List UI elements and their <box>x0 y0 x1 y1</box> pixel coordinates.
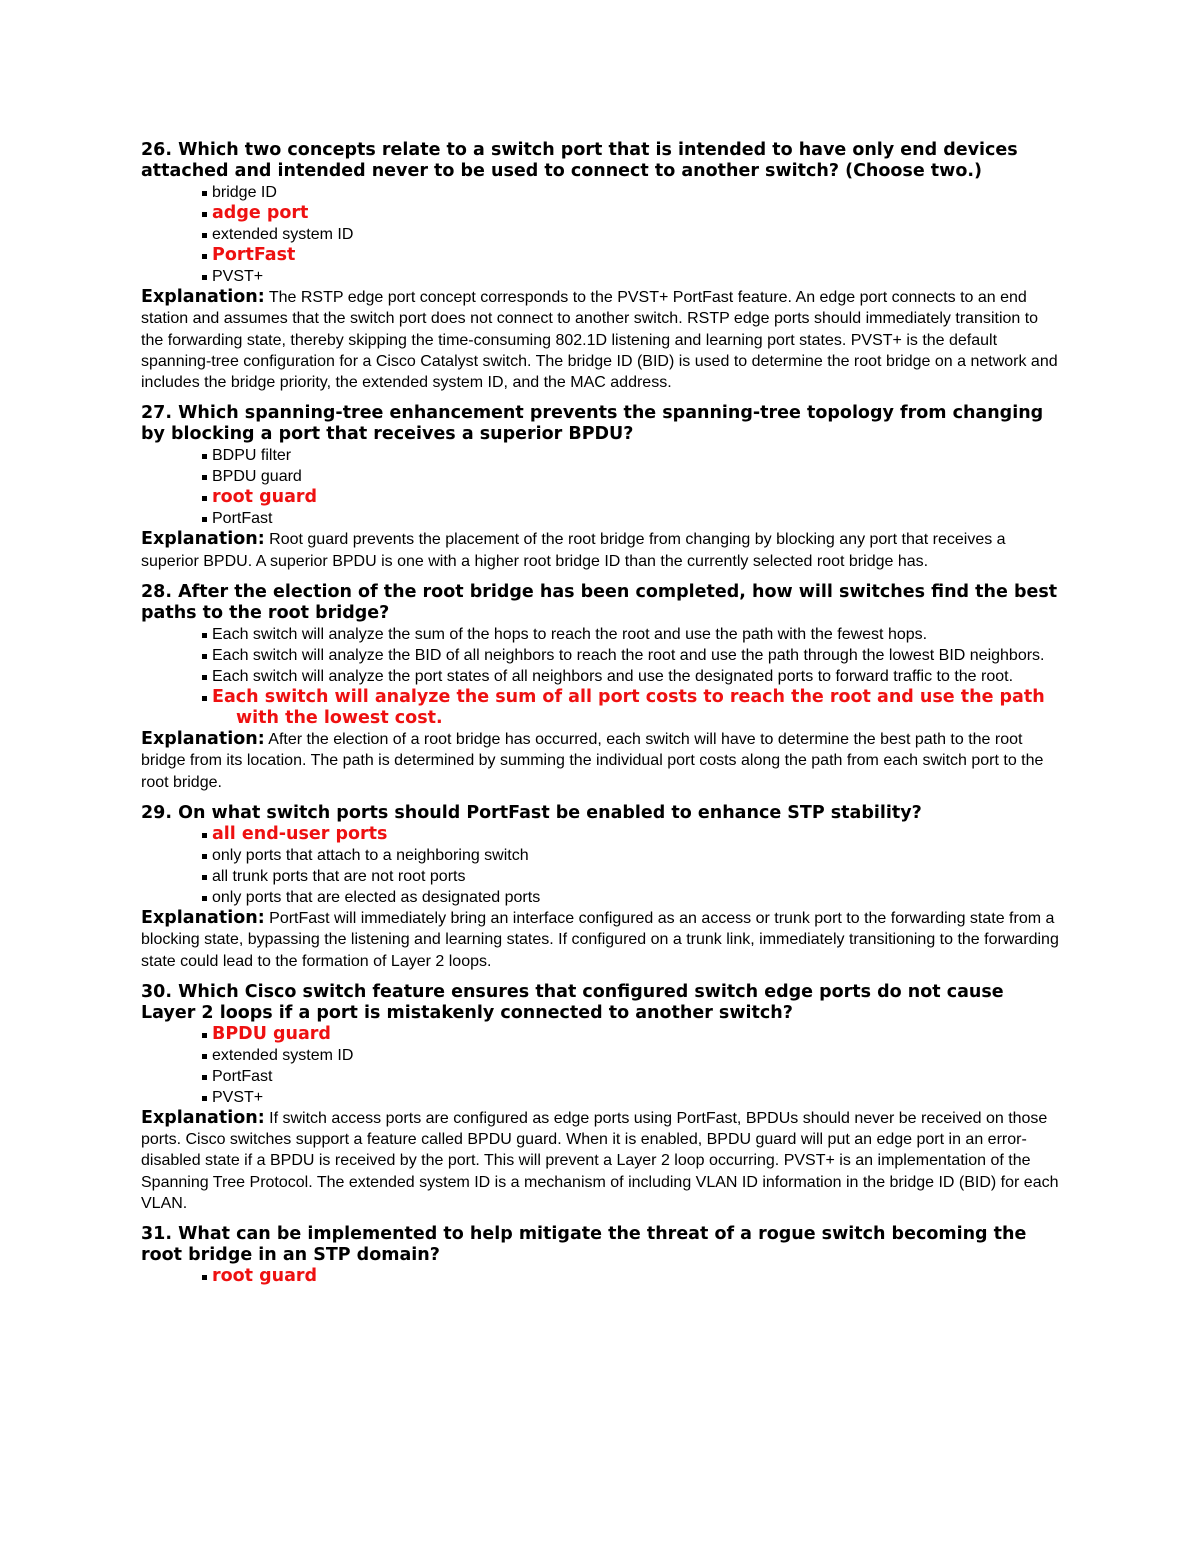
answer-option: PVST+ <box>201 1087 1061 1108</box>
correct-answer-option: PortFast <box>201 245 1061 266</box>
explanation <box>141 908 1061 972</box>
answer-option: only ports that are elected as designated ports <box>201 887 1061 908</box>
question-28 <box>141 582 1061 793</box>
answer-list <box>141 624 1061 729</box>
explanation-label: Explanation: <box>141 1107 265 1128</box>
answer-list <box>141 182 1061 287</box>
explanation-label: Explanation: <box>141 729 265 750</box>
correct-answer-option: adge port <box>201 203 1061 224</box>
answer-list <box>141 445 1061 529</box>
answer-list <box>141 824 1061 908</box>
answer-list <box>141 1024 1061 1108</box>
answer-option: PVST+ <box>201 266 1061 287</box>
explanation-label: Explanation: <box>141 529 265 550</box>
question-title: 30. Which Cisco switch feature ensures that configured switch edge ports do not cause Layer 2 loops if a port is mistakenly connected to another switch? <box>141 981 1004 1023</box>
correct-answer-option: root guard <box>201 487 1061 508</box>
question-31 <box>141 1224 1061 1287</box>
answer-list <box>141 1266 1061 1287</box>
question-27 <box>141 403 1061 572</box>
answer-option: PortFast <box>201 508 1061 529</box>
explanation-text: Root guard prevents the placement of the root bridge from changing by blocking any port that receives a superior BPDU. A superior BPDU is one with a higher root bridge ID than the currently selected root bridge has. <box>141 531 1006 570</box>
explanation <box>141 1108 1061 1214</box>
explanation-text: PortFast will immediately bring an interface configured as an access or trunk port to the forwarding state from a blocking state, bypassing the listening and learning states. If configured on a trunk link, immediately transitioning to the forwarding state could lead to the formation of Layer 2 loops. <box>141 909 1059 970</box>
answer-option: Each switch will analyze the port states of all neighbors and use the designated ports to forward traffic to the root. <box>201 666 1061 687</box>
explanation-text: The RSTP edge port concept corresponds to the PVST+ PortFast feature. An edge port connects to an end station and assumes that the switch port does not connect to another switch. RSTP edge ports should immediately transition to the forwarding state, thereby skipping the time-consuming 802.1D listening and learning port states. PVST+ is the default spanning-tree configuration for a Cisco Catalyst switch. The bridge ID (BID) is used to determine the root bridge on a network and includes the bridge priority, the extended system ID, and the MAC address. <box>141 289 1058 392</box>
answer-option: BDPU filter <box>201 445 1061 466</box>
answer-option: PortFast <box>201 1066 1061 1087</box>
explanation-label: Explanation: <box>141 907 265 928</box>
answer-option: Each switch will analyze the sum of the hops to reach the root and use the path with the fewest hops. <box>201 624 1061 645</box>
question-title: 28. After the election of the root bridge has been completed, how will switches find the best paths to the root bridge? <box>141 582 1058 624</box>
correct-answer-option: BPDU guard <box>201 1024 1061 1045</box>
correct-answer-option: all end-user ports <box>201 824 1061 845</box>
answer-option: all trunk ports that are not root ports <box>201 866 1061 887</box>
explanation-label: Explanation: <box>141 287 265 307</box>
question-title: 29. On what switch ports should PortFast be enabled to enhance STP stability? <box>141 802 922 823</box>
correct-answer-option: Each switch will analyze the sum of all port costs to reach the root and use the path with the lowest cost. <box>201 687 1061 729</box>
answer-option: bridge ID <box>201 182 1061 203</box>
question-30 <box>141 982 1061 1214</box>
explanation-text: If switch access ports are configured as edge ports using PortFast, BPDUs should never be received on those ports. Cisco switches support a feature called BPDU guard. When it is enabled, BPDU guard will put an edge port in an error-disabled state if a BPDU is received by the port. This will prevent a Layer 2 loop occurring. PVST+ is an implementation of the Spanning Tree Protocol. The extended system ID is a mechanism of including VLAN ID information in the bridge ID (BID) for each VLAN. <box>141 1109 1059 1213</box>
document-page <box>141 140 1061 1297</box>
explanation-text: After the election of a root bridge has occurred, each switch will have to determine the best path to the root bridge from its location. The path is determined by summing the individual port costs along the path from each switch port to the root bridge. <box>141 731 1044 791</box>
question-26 <box>141 140 1061 393</box>
answer-option: extended system ID <box>201 224 1061 245</box>
explanation <box>141 529 1061 572</box>
question-title: 27. Which spanning-tree enhancement prevents the spanning-tree topology from changing by blocking a port that receives a superior BPDU? <box>141 403 1044 445</box>
answer-option: extended system ID <box>201 1045 1061 1066</box>
answer-option: BPDU guard <box>201 466 1061 487</box>
explanation <box>141 729 1061 793</box>
question-title: 26. Which two concepts relate to a switch port that is intended to have only end devices attached and intended never to be used to connect to another switch? (Choose two.) <box>141 140 1018 181</box>
question-title: 31. What can be implemented to help mitigate the threat of a rogue switch becoming the root bridge in an STP domain? <box>141 1224 1027 1266</box>
explanation <box>141 287 1061 393</box>
question-29 <box>141 803 1061 972</box>
correct-answer-option: root guard <box>201 1266 1061 1287</box>
answer-option: only ports that attach to a neighboring switch <box>201 845 1061 866</box>
answer-option: Each switch will analyze the BID of all neighbors to reach the root and use the path through the lowest BID neighbors. <box>201 645 1061 666</box>
